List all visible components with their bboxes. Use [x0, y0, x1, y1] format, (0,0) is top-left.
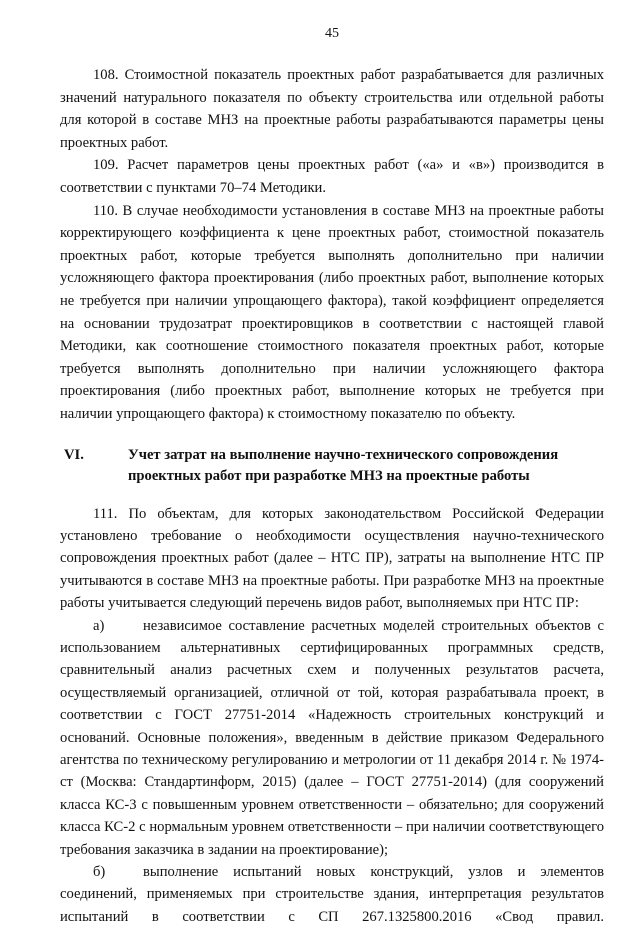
- list-text-a: независимое составление расчетных моделей строительных объектов с использованием альтернативных сертифицированных программных средств, сравнительный анализ расчетных схем и полученных результатов расчета, осуществляемый организацией, отличной от той, которая разрабатывала проект, в соответствии с ГОСТ 27751-2014 «Надежность строительных конструкций и оснований. Основные положения», введенным в действие приказом Федерального агентства по техническому регулированию и метрологии от 11 декабря 2014 г. № 1974-ст (Москва: Стандартинформ, 2015) (далее – ГОСТ 27751-2014) (для сооружений класса КС-3 с повышенным уровнем ответственности – обязательно; для сооружений класса КС-2 с нормальным уровнем ответственности – при наличии соответствующего требования заказчика в задании на проектирование);: [60, 617, 604, 858]
- list-marker-b: б): [93, 864, 106, 880]
- paragraph-109: 109. Расчет параметров цены проектных работ («а» и «в») производится в соответствии с пунктами 70–74 Методики.: [60, 157, 604, 196]
- list-text-b: выполнение испытаний новых конструкций, узлов и элементов соединений, применяемых при строительстве здания, интерпретация результатов испытаний в соответствии с СП 267.1325800.2016 «Свод правил.: [60, 864, 604, 925]
- list-item-a: [60, 615, 604, 861]
- paragraph-110: 110. В случае необходимости установления в составе МНЗ на проектные работы корректирующего коэффициента к цене проектных работ, стоимостной показатель проектных работ, которые требуется выполнять дополнительно при наличии усложняющего фактора проектирования (либо проектных работ, выполнение которых не требуется при наличии упрощающего фактора), такой коэффициент определяется на основании трудозатрат проектировщиков в соответствии с настоящей главой Методики, как соотношение стоимостного показателя проектных работ, которые требуется выполнять дополнительно при наличии усложняющего фактора проектирования (либо проектных работ, выполнение которых не требуется при наличии упрощающего фактора) к стоимостному показателю по объекту.: [60, 202, 604, 422]
- paragraph-111: 111. По объектам, для которых законодательством Российской Федерации установлено требование о необходимости осуществления научно-технического сопровождения проектных работ (далее – НТС ПР), затраты на выполнение НТС ПР учитываются в составе МНЗ на проектные работы. При разработке МНЗ на проектные работы учитывается следующий перечень видов работ, выполняемых при НТС ПР:: [60, 505, 604, 612]
- section-heading: [60, 445, 604, 487]
- page-number: 45: [325, 26, 339, 41]
- list-item-b: [60, 861, 604, 928]
- list-marker-a: а): [93, 617, 105, 634]
- paragraph-108: 108. Стоимостной показатель проектных работ разрабатывается для различных значений натурального показателя по объекту строительства или отдельной работы для которой в составе МНЗ на проектные работы разрабатываются параметры цены проектных работ.: [60, 67, 604, 151]
- section-number: VI.: [64, 446, 84, 463]
- section-title: Учет затрат на выполнение научно-технического сопровождения проектных работ при разработке МНЗ на проектные работы: [128, 446, 559, 484]
